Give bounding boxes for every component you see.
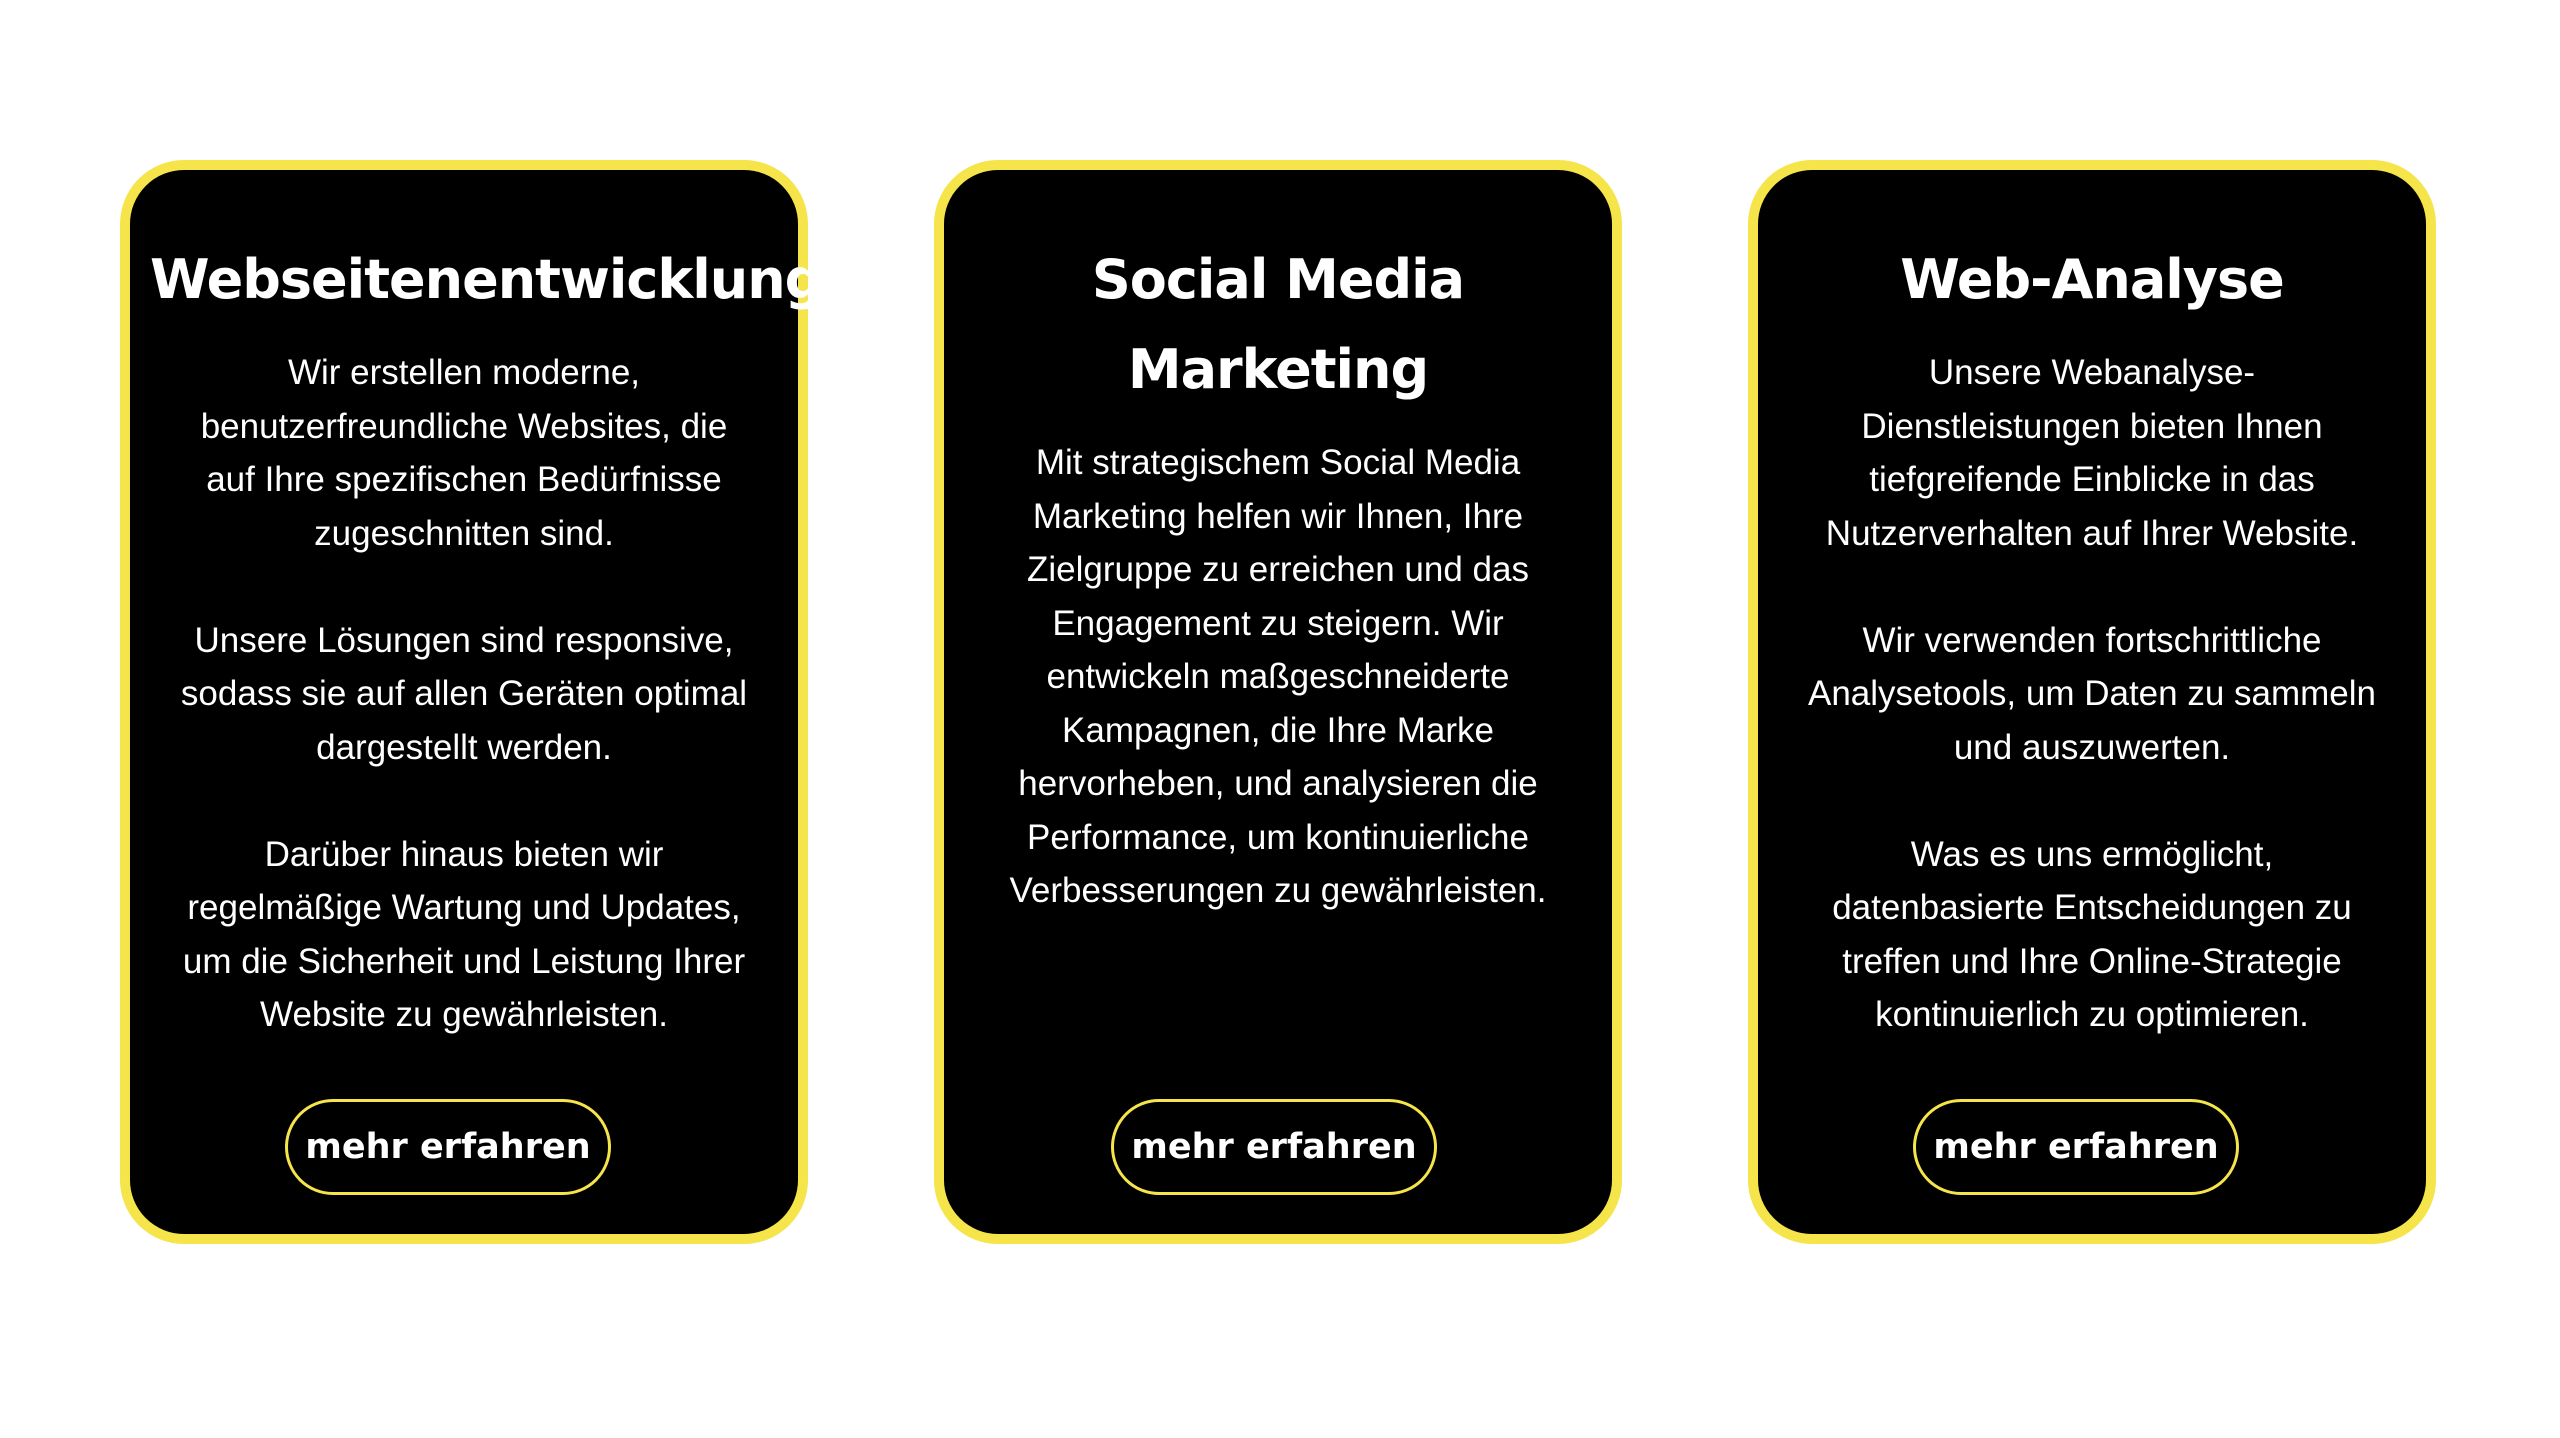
mehr-erfahren-button[interactable]: mehr erfahren (1913, 1099, 2239, 1195)
card-paragraph: Darüber hinaus bieten wir regelmäßige Wartung und Updates, um die Sicherheit und Leistung Ihrer Website zu gewährleisten. (182, 834, 746, 1034)
card-description (178, 346, 750, 1042)
card-paragraph: Unsere Webanalyse-Dienstleistungen bieten Ihnen tiefgreifende Einblicke in das Nutzerverhalten auf Ihrer Website. (1825, 353, 2359, 553)
service-card-social-media-marketing (934, 160, 1622, 1244)
card-description (992, 436, 1564, 918)
card-paragraph: Wir erstellen moderne, benutzerfreundliche Websites, die auf Ihre spezifischen Bedürfnisse zugeschnitten sind. (200, 353, 728, 553)
card-paragraph: Unsere Lösungen sind responsive, sodass sie auf allen Geräten optimal dargestellt werden. (180, 620, 748, 767)
card-paragraph: Wir verwenden fortschrittliche Analysetools, um Daten zu sammeln und auszuwerten. (1807, 620, 2377, 767)
card-paragraph: Mit strategischem Social Media Marketing helfen wir Ihnen, Ihre Zielgruppe zu erreichen und das Engagement zu steigern. Wir entwickeln maßgeschneiderte Kampagnen, die Ihre Marke hervorheben, und analysieren die Performance, um kontinuierliche Verbesserungen zu gewährleisten. (1009, 443, 1547, 910)
card-description (1806, 346, 2378, 1042)
card-title: Webseitenentwicklung (150, 248, 823, 311)
card-title: Social Media Marketing (1091, 248, 1465, 401)
mehr-erfahren-button[interactable]: mehr erfahren (1111, 1099, 1437, 1195)
card-paragraph: Was es uns ermöglicht, datenbasierte Entscheidungen zu treffen und Ihre Online-Strategie kontinuierlich zu optimieren. (1832, 834, 2352, 1034)
service-card-web-analyse (1748, 160, 2436, 1244)
service-card-webseitenentwicklung (120, 160, 823, 1244)
card-title: Web-Analyse (1900, 248, 2284, 311)
mehr-erfahren-button[interactable]: mehr erfahren (285, 1099, 611, 1195)
